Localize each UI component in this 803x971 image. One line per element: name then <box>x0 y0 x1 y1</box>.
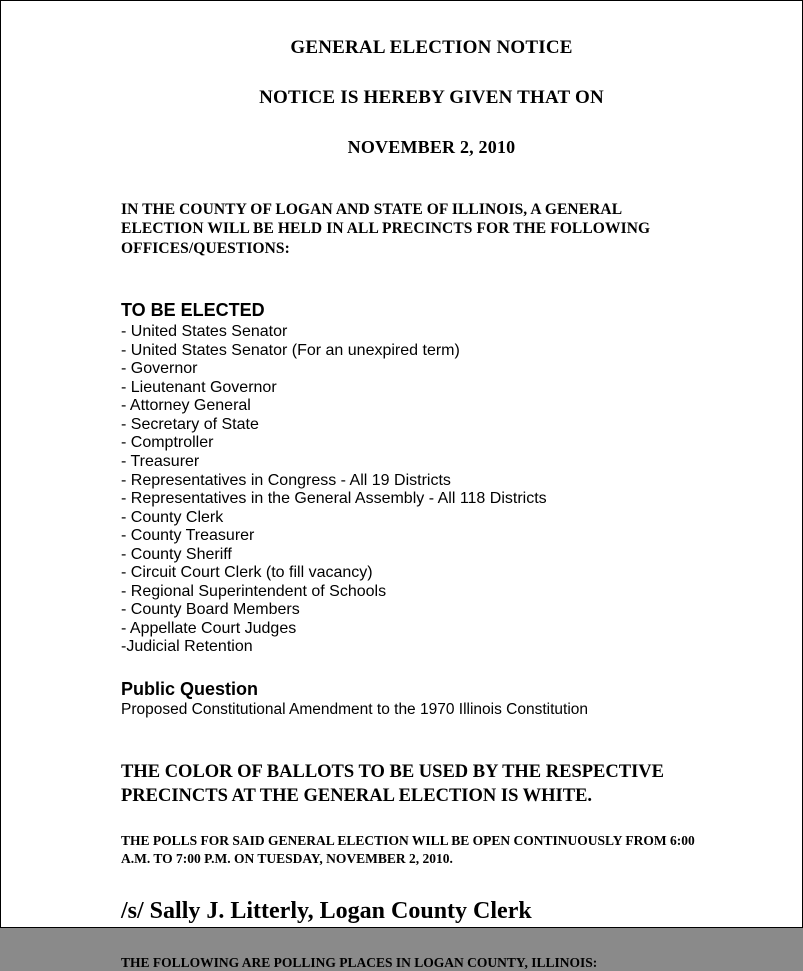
clerk-signature: /s/ Sally J. Litterly, Logan County Clerk <box>121 898 532 925</box>
list-item: - Secretary of State <box>121 415 259 433</box>
election-date: NOVEMBER 2, 2010 <box>347 137 516 157</box>
public-question-text: Proposed Constitutional Amendment to the 1970 Illinois Constitution <box>121 700 589 718</box>
list-item: - Circuit Court Clerk (to fill vacancy) <box>121 564 373 582</box>
list-item: - Governor <box>121 360 198 378</box>
list-item: - County Clerk <box>121 508 224 526</box>
list-item: - Appellate Court Judges <box>121 619 297 637</box>
polls-hours-statement: THE POLLS FOR SAID GENERAL ELECTION WILL BE OPEN CONTINUOUSLY FROM 6:00 A.M. TO 7:00 P.M. ON TUESDAY, NOVEMBER 2, 2010. <box>121 832 695 866</box>
list-item: - Representatives in the General Assembly - All 118 Districts <box>121 490 547 508</box>
list-item: - Attorney General <box>121 397 251 415</box>
ballot-color-statement: THE COLOR OF BALLOTS TO BE USED BY THE RESPECTIVE PRECINCTS AT THE GENERAL ELECTION IS WHITE. <box>121 761 664 806</box>
list-item: - Regional Superintendent of Schools <box>121 582 387 600</box>
list-item: - Comptroller <box>121 434 214 452</box>
list-item: - Lieutenant Governor <box>121 378 277 396</box>
to-be-elected-heading: TO BE ELECTED <box>121 300 265 321</box>
offices-list <box>121 323 742 657</box>
list-item: - County Treasurer <box>121 527 255 545</box>
notice-subtitle: NOTICE IS HEREBY GIVEN THAT ON <box>259 87 604 108</box>
list-item: - United States Senator (For an unexpired term) <box>121 341 460 359</box>
page-title: GENERAL ELECTION NOTICE <box>290 37 573 58</box>
list-item: - Representatives in Congress - All 19 Districts <box>121 471 451 489</box>
list-item: - United States Senator <box>121 323 288 341</box>
document-title-block <box>121 37 742 158</box>
intro-paragraph: IN THE COUNTY OF LOGAN AND STATE OF ILLINOIS, A GENERAL ELECTION WILL BE HELD IN ALL PRECINCTS FOR THE FOLLOWING OFFICES/QUESTIONS: <box>121 201 651 257</box>
list-item: - County Sheriff <box>121 545 232 563</box>
list-item: -Judicial Retention <box>121 638 253 656</box>
document-body <box>1 1 802 971</box>
polling-places-note: THE FOLLOWING ARE POLLING PLACES IN LOGAN COUNTY, ILLINOIS: <box>121 955 598 971</box>
list-item: - County Board Members <box>121 601 300 619</box>
list-item: - Treasurer <box>121 452 200 470</box>
public-question-heading: Public Question <box>121 678 259 699</box>
